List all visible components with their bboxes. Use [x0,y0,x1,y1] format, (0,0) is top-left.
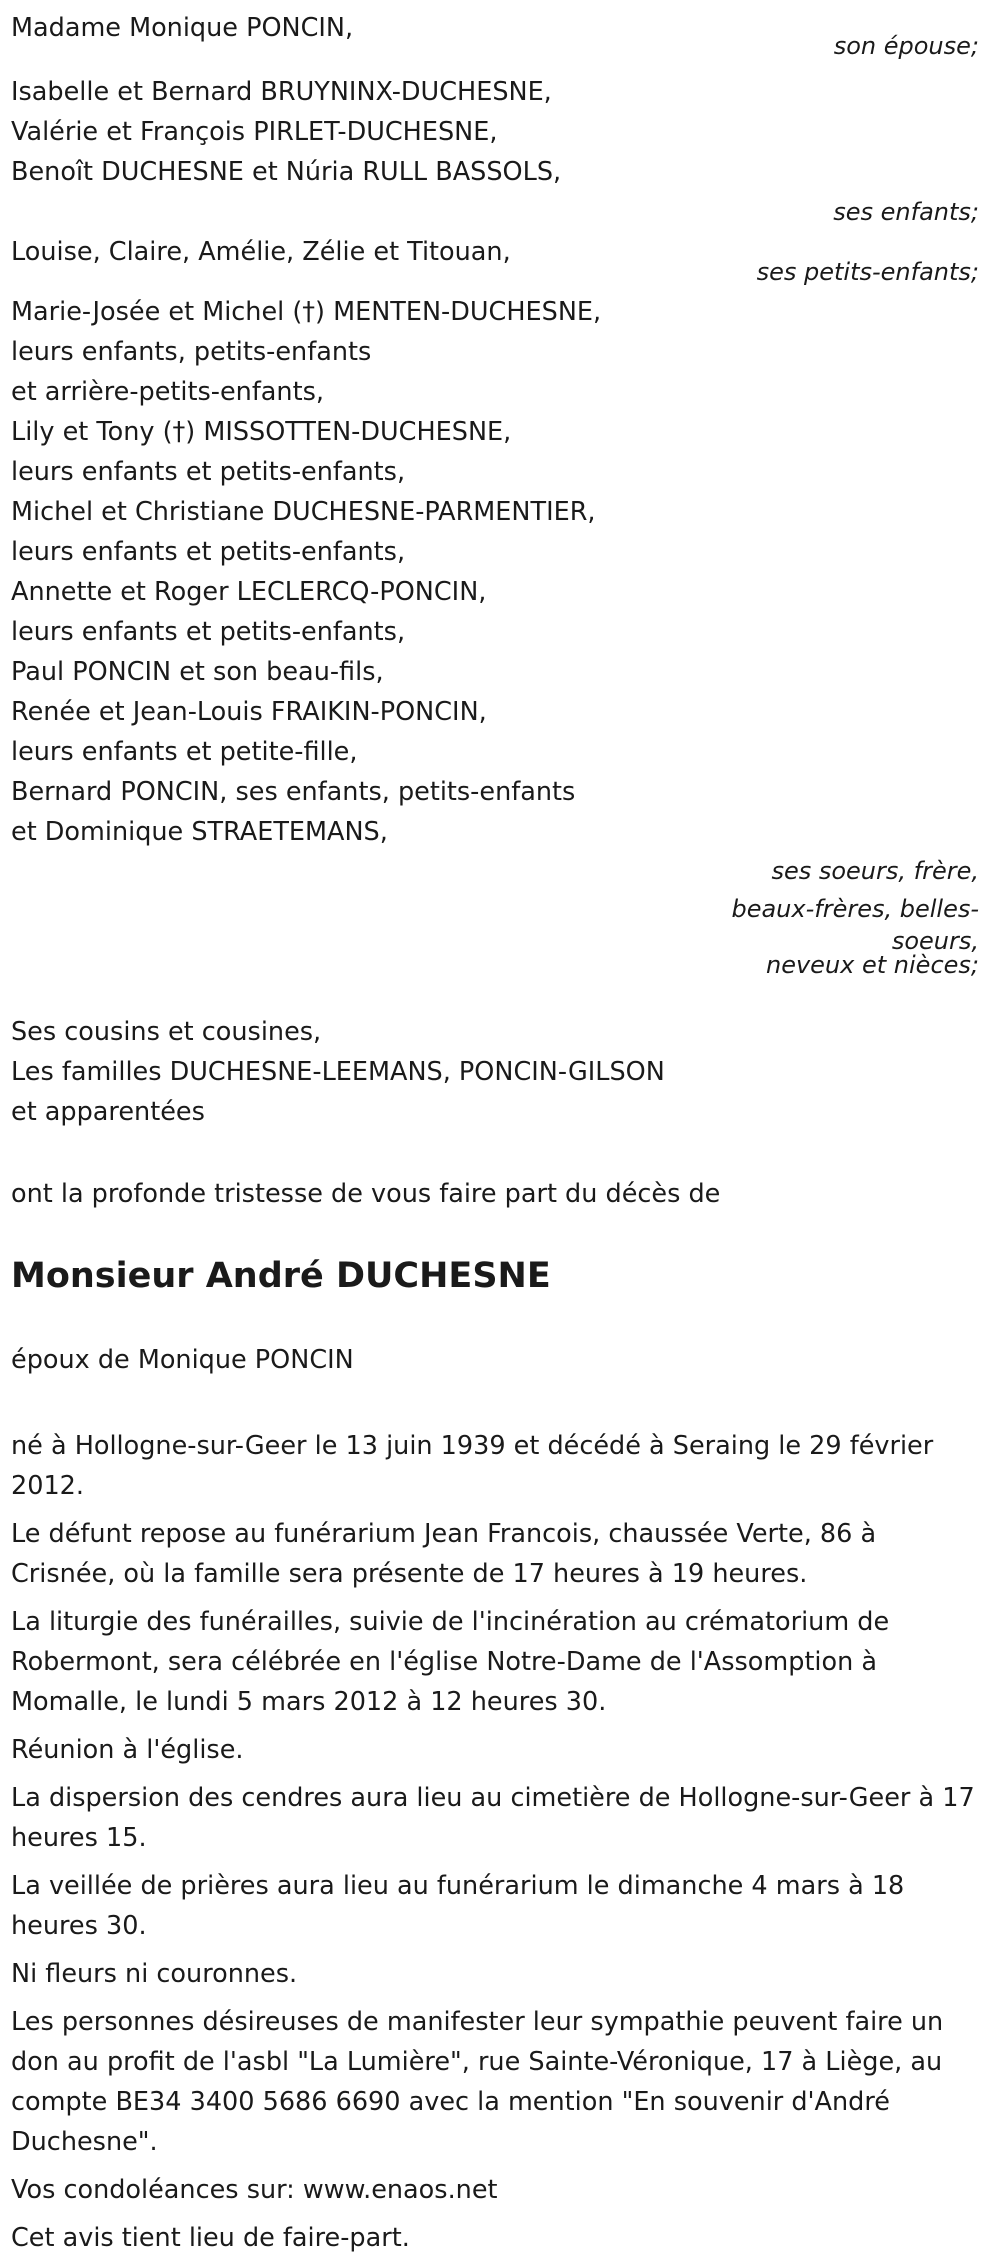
liturgy-paragraph: La liturgie des funérailles, suivie de l'incinération au crématorium de Robermont, sera célébrée en l'église Notre-Dame de l'Assomption à Momalle, le lundi 5 mars 2012 à 12 heures 30. [11,1607,890,1717]
deceased-name: Monsieur André DUCHESNE [11,1256,551,1296]
sibling-line: Lily et Tony (†) MISSOTTEN-DUCHESNE, [11,417,512,447]
sibling-line: et Dominique STRAETEMANS, [11,817,388,847]
sibling-line: Michel et Christiane DUCHESNE-PARMENTIER, [11,497,596,527]
announcement-line: ont la profonde tristesse de vous faire part du décès de [11,1179,721,1209]
others-group [11,1012,989,1132]
children-note: ses enfants; [833,198,979,226]
children-line: Isabelle et Bernard BRUYNINX-DUCHESNE, [11,77,552,107]
children-line: Valérie et François PIRLET-DUCHESNE, [11,117,498,147]
sibling-line: Paul PONCIN et son beau-fils, [11,657,384,687]
others-line: Ses cousins et cousines, [11,1017,322,1047]
spouse-note: son épouse; [833,32,979,60]
repose-paragraph: Le défunt repose au funérarium Jean Francois, chaussée Verte, 86 à Crisnée, où la famille sera présente de 17 heures à 19 heures. [11,1519,877,1589]
sibling-line: Annette et Roger LECLERCQ-PONCIN, [11,577,487,607]
donation-paragraph: Les personnes désireuses de manifester leur sympathie peuvent faire un don au profit de l'asbl "La Lumière", rue Sainte-Véronique, 17 à Liège, au compte BE34 3400 5686 6690 avec la mention "En souvenir d'André Duchesne". [11,2007,944,2157]
sibling-line: leurs enfants et petite-fille, [11,737,358,767]
notice-paragraph: Cet avis tient lieu de faire-part. [11,2223,410,2253]
children-line: Benoît DUCHESNE et Núria RULL BASSOLS, [11,157,562,187]
children-group [11,72,989,232]
siblings-note: soeurs, [891,927,979,955]
flowers-paragraph: Ni fleurs ni couronnes. [11,1959,298,1989]
deceased-relation: époux de Monique PONCIN [11,1345,354,1375]
sibling-line: et arrière-petits-enfants, [11,377,324,407]
sibling-line: Marie-Josée et Michel (†) MENTEN-DUCHESNE, [11,297,602,327]
meeting-paragraph: Réunion à l'église. [11,1735,244,1765]
sibling-line: leurs enfants et petits-enfants, [11,617,406,647]
grandchildren-note: ses petits-enfants; [756,258,979,286]
sibling-line: leurs enfants et petits-enfants, [11,537,406,567]
siblings-note: ses soeurs, frère, [771,857,979,885]
ashes-paragraph: La dispersion des cendres aura lieu au cimetière de Hollogne-sur-Geer à 17 heures 15. [11,1783,975,1853]
siblings-note: neveux et nièces; [766,951,979,979]
birth-death-paragraph: né à Hollogne-sur-Geer le 13 juin 1939 et décédé à Seraing le 29 février 2012. [11,1431,934,1501]
sibling-line: leurs enfants, petits-enfants [11,337,372,367]
sibling-line: leurs enfants et petits-enfants, [11,457,406,487]
spouse-line: Madame Monique PONCIN, [11,13,354,43]
sibling-line: Bernard PONCIN, ses enfants, petits-enfants [11,777,576,807]
sibling-line: Renée et Jean-Louis FRAIKIN-PONCIN, [11,697,487,727]
siblings-note: beaux-frères, belles- [731,895,979,923]
vigil-paragraph: La veillée de prières aura lieu au funérarium le dimanche 4 mars à 18 heures 30. [11,1871,905,1941]
siblings-group [11,292,989,979]
others-line: Les familles DUCHESNE-LEEMANS, PONCIN-GILSON [11,1057,665,1087]
grandchildren-group [11,232,989,292]
spouse-group [11,8,989,66]
others-line: et apparentées [11,1097,205,1127]
condolences-paragraph: Vos condoléances sur: www.enaos.net [11,2175,498,2205]
grandchildren-line: Louise, Claire, Amélie, Zélie et Titouan, [11,237,511,267]
